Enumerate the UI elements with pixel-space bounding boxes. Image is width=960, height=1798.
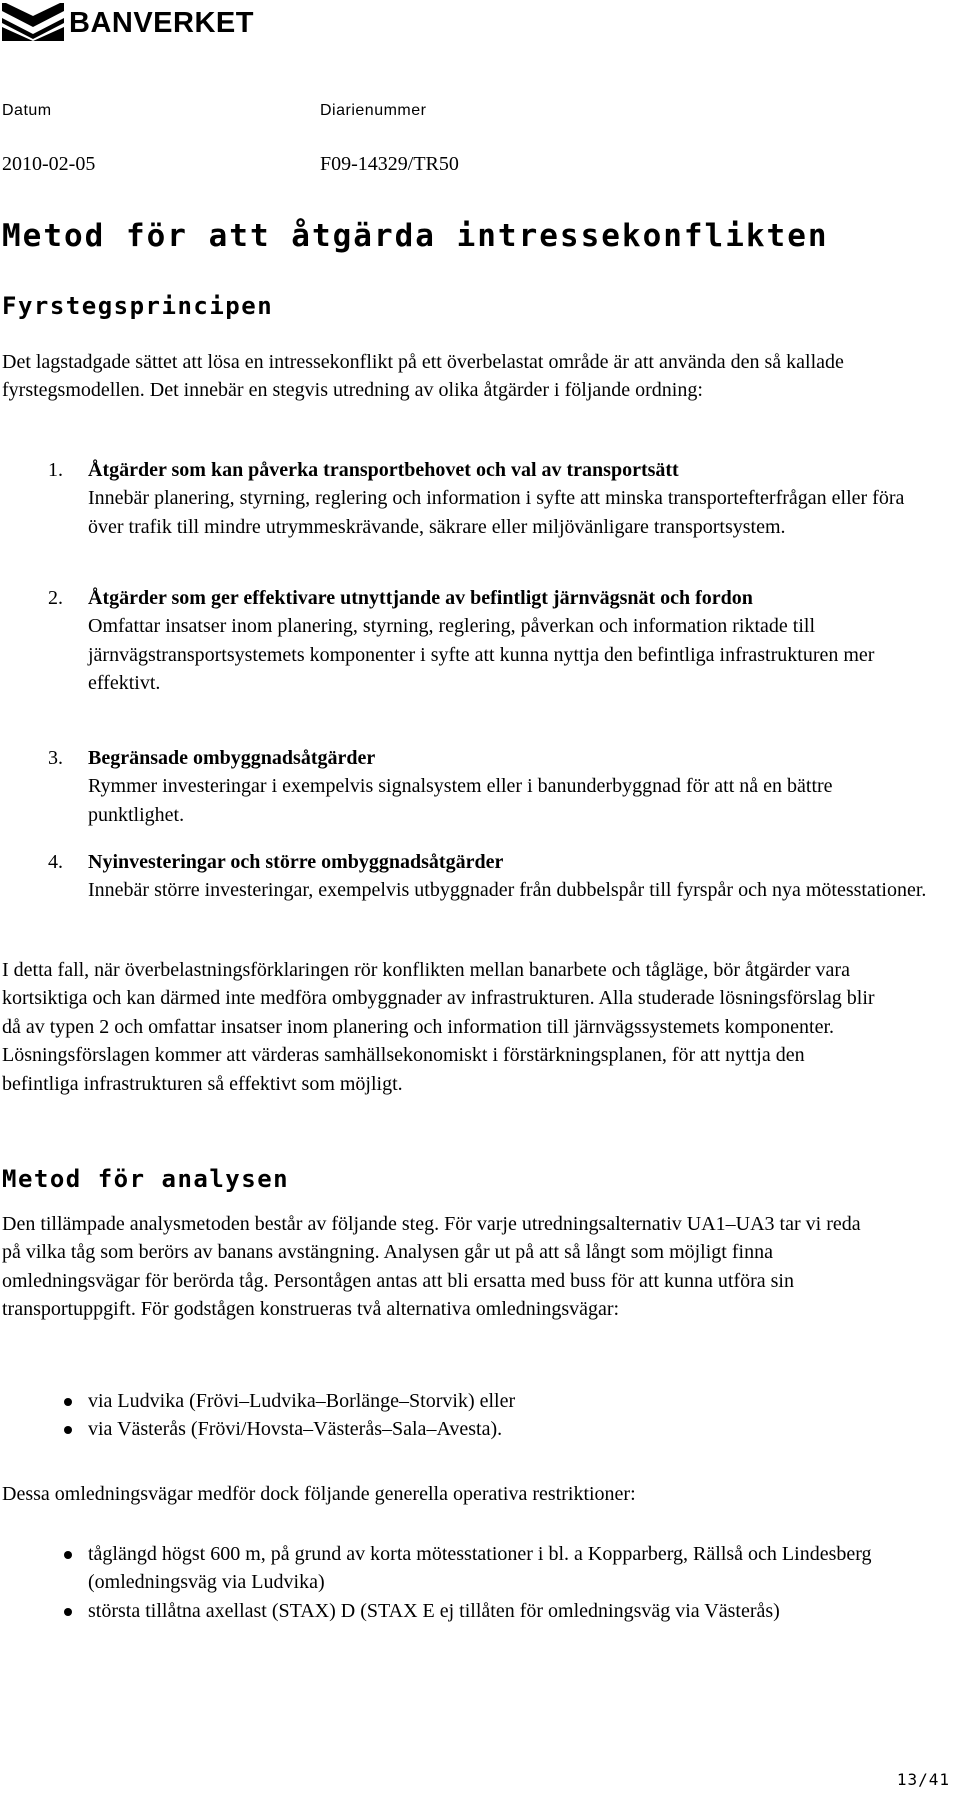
item-text: Rymmer investeringar i exempelvis signalsystem eller i banunderbyggnad för att nå en bättre punktlighet. [88, 775, 833, 826]
numbered-item-4 [48, 848, 928, 905]
intro-paragraph: Det lagstadgade sättet att lösa en intressekonflikt på ett överbelastat område är att använda den så kallade fyrstegsmodellen. Det innebär en stegvis utredning av olika åtgärder i följande ordning: [2, 351, 844, 402]
item-number: 1. [48, 459, 63, 481]
section-heading-metod-for-analysen: Metod för analysen [2, 1165, 290, 1193]
reference-number-label: Diarienummer [320, 102, 427, 119]
list-item [0, 1415, 888, 1443]
section-heading-fyrstegsprincipen: Fyrstegsprincipen [2, 292, 274, 320]
logo-text: BANVERKET [69, 6, 254, 39]
numbered-item-3 [48, 744, 928, 829]
numbered-item-1 [48, 456, 928, 541]
restrictions-intro: Dessa omledningsvägar medför dock följande generella operativa restriktioner: [2, 1483, 636, 1505]
conclusion-paragraph: I detta fall, när överbelastningsförklaringen rör konflikten mellan banarbete och tågläge, bör åtgärder vara kortsiktiga och kan därmed inte medföra ombyggnader av infrastrukturen. Alla studerade lösningsförslag blir då av typen 2 och omfattar insatser inom planering och information till järnvägssystemets komponenter. Lösningsförslagen kommer att värderas samhällsekonomiskt i förstärkningsplanen, för att nyttja den befintliga infrastrukturen så effektivt som möjligt. [2, 959, 875, 1095]
list-item [0, 1540, 888, 1597]
item-number: 2. [48, 587, 63, 609]
item-text: Omfattar insatser inom planering, styrning, reglering, påverkan och information riktade till järnvägstransportsystemets komponenter i syfte att kunna nyttja den befintliga infrastrukturen mer effektivt. [88, 615, 875, 695]
item-number: 4. [48, 851, 63, 873]
list-item-text: tåglängd högst 600 m, på grund av korta mötesstationer i bl. a Kopparberg, Rällså och Lindesberg (omledningsväg via Ludvika) [88, 1543, 872, 1594]
list-item [0, 1597, 888, 1625]
bullet-icon [64, 1398, 72, 1406]
date-value: 2010-02-05 [2, 153, 96, 175]
item-title: Begränsade ombyggnadsåtgärder [88, 747, 376, 769]
bullet-icon [64, 1551, 72, 1559]
route-list [0, 1387, 888, 1444]
banverket-logo [2, 2, 254, 42]
item-text: Innebär större investeringar, exempelvis utbyggnader från dubbelspår till fyrspår och nya mötesstationer. [88, 879, 927, 902]
bullet-icon [64, 1608, 72, 1616]
item-title: Nyinvesteringar och större ombyggnadsåtgärder [88, 851, 504, 873]
list-item-text: via Västerås (Frövi/Hovsta–Västerås–Sala–Avesta). [88, 1418, 503, 1441]
numbered-item-2 [48, 584, 928, 698]
list-item [0, 1387, 888, 1415]
list-item-text: via Ludvika (Frövi–Ludvika–Borlänge–Storvik) eller [88, 1390, 516, 1412]
item-title: Åtgärder som kan påverka transportbehovet och val av transportsätt [88, 459, 679, 481]
list-item-text: största tillåtna axellast (STAX) D (STAX E ej tillåten för omledningsväg via Västerås) [88, 1599, 780, 1622]
banverket-emblem-icon [2, 3, 64, 41]
page-title: Metod för att åtgärda intressekonflikten [2, 218, 829, 254]
restriction-list [0, 1540, 888, 1625]
reference-number-value: F09-14329/TR50 [320, 153, 459, 175]
page-number: 13/41 [896, 1770, 950, 1789]
analysis-paragraph: Den tillämpade analysmetoden består av följande steg. För varje utredningsalternativ UA1–UA3 tar vi reda på vilka tåg som berörs av banans avstängning. Analysen går ut på att så långt som möjligt finna omledningsvägar för berörda tåg. Persontågen antas att bli ersatta med buss för att kunna utföra sin transportuppgift. För godstågen konstrueras två alternativa omledningsvägar: [2, 1213, 861, 1321]
date-label: Datum [2, 102, 52, 119]
item-text: Innebär planering, styrning, reglering och information i syfte att minska transportefterfrågan eller föra över trafik till mindre utrymmeskrävande, säkrare eller miljövänligare transportsystem. [88, 487, 905, 538]
item-number: 3. [48, 747, 63, 769]
bullet-icon [64, 1426, 72, 1434]
item-title: Åtgärder som ger effektivare utnyttjande av befintligt järnvägsnät och fordon [88, 587, 753, 609]
